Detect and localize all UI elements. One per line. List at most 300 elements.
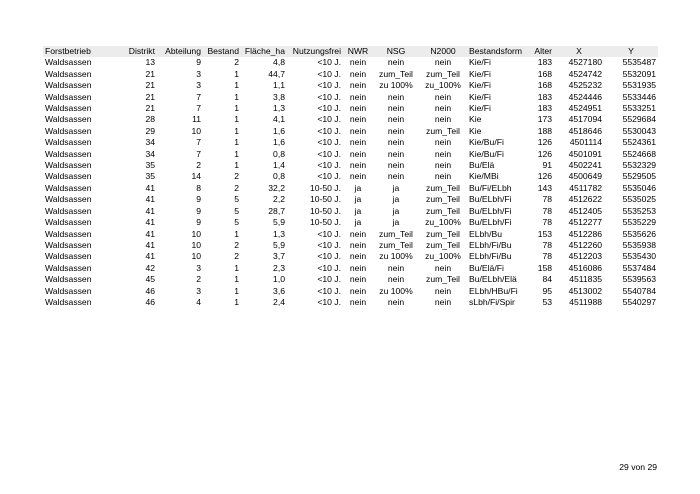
cell-bestandsform: Kie/Fi xyxy=(469,91,491,102)
cell-x: 4524742 xyxy=(568,68,603,79)
cell-y: 5529684 xyxy=(622,114,657,125)
cell-bestand: 2 xyxy=(234,182,239,193)
cell-nwr: nein xyxy=(349,285,367,296)
col-header-n2000: N2000 xyxy=(419,46,467,57)
cell-distrikt: 29 xyxy=(145,125,155,136)
cell-alter: 183 xyxy=(537,91,553,102)
cell-alter: 126 xyxy=(537,148,553,159)
cell-nsg: zu 100% xyxy=(379,285,413,296)
cell-nsg: nein xyxy=(387,57,405,68)
cell-y: 5533446 xyxy=(622,91,657,102)
cell-bestandsform: Kie/Fi xyxy=(469,103,491,114)
cell-nwr: nein xyxy=(349,251,367,262)
cell-x: 4524951 xyxy=(568,103,603,114)
cell-nutzungsfrei: <10 J. xyxy=(317,160,341,171)
cell-forstbetrieb: Waldsassen xyxy=(45,251,92,262)
cell-nutzungsfrei: <10 J. xyxy=(317,80,341,91)
cell-forstbetrieb: Waldsassen xyxy=(45,217,92,228)
cell-nsg: nein xyxy=(387,91,405,102)
cell-n2000: zum_Teil xyxy=(426,205,460,216)
cell-distrikt: 45 xyxy=(145,274,155,285)
cell-forstbetrieb: Waldsassen xyxy=(45,182,92,193)
cell-nwr: nein xyxy=(349,114,367,125)
cell-abteilung: 9 xyxy=(196,57,201,68)
cell-nwr: nein xyxy=(349,125,367,136)
cell-n2000: zum_Teil xyxy=(426,68,460,79)
cell-nsg: ja xyxy=(392,217,400,228)
cell-x: 4502241 xyxy=(568,160,603,171)
cell-alter: 78 xyxy=(542,217,553,228)
cell-bestandsform: Bu/Elä/Fi xyxy=(469,262,504,273)
cell-y: 5532329 xyxy=(622,160,657,171)
cell-bestand: 1 xyxy=(234,148,239,159)
cell-n2000: nein xyxy=(434,114,452,125)
cell-forstbetrieb: Waldsassen xyxy=(45,274,92,285)
cell-nutzungsfrei: <10 J. xyxy=(317,137,341,148)
cell-bestand: 1 xyxy=(234,80,239,91)
cell-flaeche: 4,1 xyxy=(273,114,285,125)
table-row xyxy=(43,160,658,171)
cell-abteilung: 9 xyxy=(196,217,201,228)
cell-x: 4511988 xyxy=(569,296,603,307)
cell-nutzungsfrei: <10 J. xyxy=(317,285,341,296)
cell-abteilung: 10 xyxy=(191,228,201,239)
cell-x: 4527180 xyxy=(568,57,603,68)
cell-nutzungsfrei: <10 J. xyxy=(317,114,341,125)
cell-y: 5535430 xyxy=(622,251,657,262)
cell-nsg: nein xyxy=(387,103,405,114)
cell-abteilung: 3 xyxy=(196,68,201,79)
cell-nsg: nein xyxy=(387,171,405,182)
cell-alter: 168 xyxy=(537,68,553,79)
cell-bestandsform: Bu/ELbh/Elä xyxy=(469,274,517,285)
col-header-forstbetrieb: Forstbetrieb xyxy=(43,46,123,57)
cell-nutzungsfrei: <10 J. xyxy=(317,171,341,182)
cell-abteilung: 10 xyxy=(191,251,201,262)
cell-nsg: nein xyxy=(387,114,405,125)
cell-bestand: 1 xyxy=(234,160,239,171)
cell-distrikt: 28 xyxy=(145,114,155,125)
cell-distrikt: 46 xyxy=(145,285,155,296)
cell-nutzungsfrei: <10 J. xyxy=(317,296,341,307)
cell-y: 5540297 xyxy=(622,296,657,307)
table-row xyxy=(43,240,658,251)
cell-flaeche: 44,7 xyxy=(268,68,285,79)
table-row xyxy=(43,114,658,125)
cell-nutzungsfrei: <10 J. xyxy=(317,91,341,102)
cell-flaeche: 1,6 xyxy=(273,125,285,136)
cell-distrikt: 35 xyxy=(145,160,155,171)
cell-y: 5535487 xyxy=(622,57,657,68)
cell-n2000: nein xyxy=(434,262,452,273)
cell-bestand: 2 xyxy=(234,171,239,182)
table-row xyxy=(43,229,658,240)
table-row xyxy=(43,69,658,80)
cell-y: 5535229 xyxy=(622,217,657,228)
cell-distrikt: 21 xyxy=(145,91,155,102)
cell-bestand: 1 xyxy=(234,262,239,273)
table-row xyxy=(43,183,658,194)
cell-forstbetrieb: Waldsassen xyxy=(45,262,92,273)
cell-alter: 153 xyxy=(537,228,553,239)
cell-n2000: zum_Teil xyxy=(426,182,460,193)
cell-bestand: 1 xyxy=(234,114,239,125)
table-row xyxy=(43,57,658,68)
cell-alter: 188 xyxy=(537,125,553,136)
cell-nsg: zum_Teil xyxy=(379,228,413,239)
cell-nwr: nein xyxy=(349,171,367,182)
cell-x: 4516086 xyxy=(568,262,603,273)
cell-nwr: nein xyxy=(349,262,367,273)
cell-n2000: nein xyxy=(434,103,452,114)
cell-alter: 78 xyxy=(542,194,553,205)
cell-bestand: 2 xyxy=(234,239,239,250)
cell-nutzungsfrei: <10 J. xyxy=(317,57,341,68)
cell-x: 4512405 xyxy=(568,205,603,216)
cell-forstbetrieb: Waldsassen xyxy=(45,239,92,250)
cell-forstbetrieb: Waldsassen xyxy=(45,103,92,114)
cell-distrikt: 41 xyxy=(145,182,155,193)
table-row xyxy=(43,103,658,114)
cell-x: 4512203 xyxy=(568,251,603,262)
cell-y: 5524668 xyxy=(622,148,657,159)
cell-abteilung: 8 xyxy=(196,182,201,193)
cell-nutzungsfrei: <10 J. xyxy=(317,274,341,285)
cell-flaeche: 3,6 xyxy=(273,285,285,296)
cell-nsg: ja xyxy=(392,205,400,216)
table-row xyxy=(43,171,658,182)
cell-distrikt: 41 xyxy=(145,239,155,250)
col-header-flaeche: Fläche_ha xyxy=(241,46,287,57)
forest-data-table xyxy=(43,46,658,308)
cell-nwr: nein xyxy=(349,239,367,250)
cell-bestand: 5 xyxy=(234,194,239,205)
table-row xyxy=(43,263,658,274)
cell-nsg: zu 100% xyxy=(379,251,413,262)
cell-forstbetrieb: Waldsassen xyxy=(45,171,92,182)
cell-distrikt: 42 xyxy=(145,262,155,273)
cell-nsg: nein xyxy=(387,262,405,273)
cell-n2000: nein xyxy=(434,296,452,307)
cell-alter: 78 xyxy=(542,205,553,216)
col-header-alter: Alter xyxy=(524,46,554,57)
cell-distrikt: 35 xyxy=(145,171,155,182)
cell-flaeche: 1,1 xyxy=(273,80,285,91)
cell-n2000: nein xyxy=(434,160,452,171)
cell-abteilung: 2 xyxy=(196,160,201,171)
cell-nwr: nein xyxy=(349,274,367,285)
cell-nsg: nein xyxy=(387,137,405,148)
cell-flaeche: 2,4 xyxy=(273,296,285,307)
cell-nutzungsfrei: <10 J. xyxy=(317,228,341,239)
cell-bestand: 5 xyxy=(234,205,239,216)
cell-x: 4525232 xyxy=(568,80,603,91)
cell-flaeche: 4,8 xyxy=(273,57,285,68)
page-number: 29 von 29 xyxy=(619,462,657,472)
cell-x: 4513002 xyxy=(568,285,603,296)
cell-y: 5529505 xyxy=(622,171,657,182)
cell-alter: 183 xyxy=(537,57,553,68)
cell-bestand: 5 xyxy=(234,217,239,228)
cell-forstbetrieb: Waldsassen xyxy=(45,285,92,296)
cell-abteilung: 9 xyxy=(196,194,201,205)
cell-nwr: nein xyxy=(349,148,367,159)
cell-distrikt: 13 xyxy=(145,57,155,68)
cell-alter: 53 xyxy=(542,296,553,307)
col-header-y: Y xyxy=(604,46,658,57)
cell-alter: 91 xyxy=(542,160,553,171)
cell-abteilung: 10 xyxy=(191,239,201,250)
cell-n2000: zu_100% xyxy=(425,251,461,262)
cell-x: 4512622 xyxy=(568,194,603,205)
cell-y: 5540784 xyxy=(622,285,657,296)
cell-nsg: ja xyxy=(392,182,400,193)
table-row xyxy=(43,126,658,137)
cell-bestand: 1 xyxy=(234,296,239,307)
cell-alter: 78 xyxy=(542,239,553,250)
table-row xyxy=(43,92,658,103)
cell-flaeche: 2,3 xyxy=(273,262,285,273)
cell-x: 4524446 xyxy=(568,91,603,102)
cell-nsg: nein xyxy=(387,148,405,159)
cell-bestandsform: Kie xyxy=(469,114,482,125)
cell-alter: 168 xyxy=(537,80,553,91)
cell-nutzungsfrei: <10 J. xyxy=(317,103,341,114)
col-header-distrikt: Distrikt xyxy=(123,46,157,57)
cell-bestandsform: Kie/Fi xyxy=(469,57,491,68)
cell-x: 4501114 xyxy=(569,137,603,148)
cell-flaeche: 2,2 xyxy=(273,194,285,205)
cell-bestand: 1 xyxy=(234,228,239,239)
cell-forstbetrieb: Waldsassen xyxy=(45,114,92,125)
cell-nutzungsfrei: <10 J. xyxy=(317,148,341,159)
col-header-x: X xyxy=(554,46,604,57)
cell-nutzungsfrei: 10-50 J. xyxy=(309,217,341,228)
cell-nwr: nein xyxy=(349,137,367,148)
cell-nsg: zum_Teil xyxy=(379,68,413,79)
cell-alter: 158 xyxy=(537,262,553,273)
table-header-row xyxy=(43,46,658,57)
cell-x: 4517094 xyxy=(568,114,603,125)
cell-abteilung: 2 xyxy=(196,274,201,285)
cell-alter: 143 xyxy=(537,182,553,193)
cell-abteilung: 3 xyxy=(196,285,201,296)
table-row xyxy=(43,149,658,160)
cell-nwr: ja xyxy=(354,217,362,228)
cell-y: 5530043 xyxy=(622,125,657,136)
cell-x: 4511782 xyxy=(569,182,603,193)
cell-nutzungsfrei: <10 J. xyxy=(317,262,341,273)
cell-distrikt: 21 xyxy=(145,103,155,114)
cell-y: 5532091 xyxy=(622,68,657,79)
cell-distrikt: 46 xyxy=(145,296,155,307)
cell-x: 4511835 xyxy=(569,274,603,285)
cell-nwr: nein xyxy=(349,68,367,79)
cell-abteilung: 14 xyxy=(191,171,201,182)
cell-flaeche: 1,3 xyxy=(273,103,285,114)
cell-bestandsform: ELbh/Fi/Bu xyxy=(469,251,512,262)
cell-distrikt: 34 xyxy=(145,148,155,159)
cell-alter: 126 xyxy=(537,171,553,182)
cell-abteilung: 9 xyxy=(196,205,201,216)
cell-flaeche: 1,3 xyxy=(273,228,285,239)
cell-x: 4500649 xyxy=(568,171,603,182)
cell-nwr: ja xyxy=(354,194,362,205)
cell-y: 5539563 xyxy=(622,274,657,285)
cell-y: 5531935 xyxy=(622,80,657,91)
cell-y: 5524361 xyxy=(622,137,657,148)
cell-nsg: ja xyxy=(392,194,400,205)
cell-flaeche: 0,8 xyxy=(273,148,285,159)
cell-nwr: nein xyxy=(349,296,367,307)
cell-bestand: 2 xyxy=(234,57,239,68)
cell-y: 5535938 xyxy=(622,239,657,250)
cell-y: 5535025 xyxy=(622,194,657,205)
cell-nutzungsfrei: 10-50 J. xyxy=(309,182,341,193)
table-row xyxy=(43,286,658,297)
table-row xyxy=(43,251,658,262)
cell-distrikt: 21 xyxy=(145,68,155,79)
cell-nwr: nein xyxy=(349,80,367,91)
cell-n2000: nein xyxy=(434,137,452,148)
cell-distrikt: 41 xyxy=(145,217,155,228)
cell-y: 5535253 xyxy=(622,205,657,216)
cell-flaeche: 5,9 xyxy=(273,217,285,228)
cell-nwr: nein xyxy=(349,228,367,239)
col-header-bestandsform: Bestandsform xyxy=(469,46,523,56)
cell-distrikt: 34 xyxy=(145,137,155,148)
cell-nwr: nein xyxy=(349,91,367,102)
cell-forstbetrieb: Waldsassen xyxy=(45,57,92,68)
col-header-bestand: Bestand xyxy=(203,46,241,57)
cell-abteilung: 3 xyxy=(196,262,201,273)
cell-abteilung: 7 xyxy=(196,91,201,102)
cell-n2000: zum_Teil xyxy=(426,228,460,239)
table-row xyxy=(43,137,658,148)
cell-bestandsform: Bu/Fi/ELbh xyxy=(469,182,512,193)
cell-forstbetrieb: Waldsassen xyxy=(45,137,92,148)
table-row xyxy=(43,206,658,217)
cell-forstbetrieb: Waldsassen xyxy=(45,228,92,239)
cell-bestand: 1 xyxy=(234,274,239,285)
cell-alter: 126 xyxy=(537,137,553,148)
table-row xyxy=(43,194,658,205)
cell-forstbetrieb: Waldsassen xyxy=(45,194,92,205)
cell-alter: 84 xyxy=(542,274,553,285)
cell-nsg: nein xyxy=(387,125,405,136)
cell-nwr: nein xyxy=(349,57,367,68)
cell-bestandsform: Kie/Fi xyxy=(469,68,491,79)
cell-bestandsform: Kie/Fi xyxy=(469,80,491,91)
cell-n2000: nein xyxy=(434,148,452,159)
cell-n2000: nein xyxy=(434,171,452,182)
cell-n2000: zu_100% xyxy=(425,217,461,228)
cell-n2000: zum_Teil xyxy=(426,239,460,250)
cell-nutzungsfrei: <10 J. xyxy=(317,125,341,136)
cell-flaeche: 0,8 xyxy=(273,171,285,182)
cell-distrikt: 21 xyxy=(145,80,155,91)
cell-bestandsform: ELbh/Fi/Bu xyxy=(469,239,512,250)
cell-x: 4512260 xyxy=(568,239,603,250)
cell-bestandsform: Bu/ELbh/Fi xyxy=(469,217,512,228)
cell-n2000: nein xyxy=(434,91,452,102)
cell-flaeche: 3,7 xyxy=(273,251,285,262)
cell-nutzungsfrei: 10-50 J. xyxy=(309,194,341,205)
cell-abteilung: 7 xyxy=(196,148,201,159)
table-body xyxy=(43,57,658,308)
cell-bestandsform: Bu/ELbh/Fi xyxy=(469,205,512,216)
cell-alter: 78 xyxy=(542,251,553,262)
cell-nsg: nein xyxy=(387,160,405,171)
cell-bestand: 1 xyxy=(234,285,239,296)
cell-bestandsform: sLbh/Fi/Spir xyxy=(469,296,515,307)
cell-bestand: 1 xyxy=(234,125,239,136)
cell-n2000: zum_Teil xyxy=(426,194,460,205)
cell-x: 4512277 xyxy=(568,217,603,228)
cell-forstbetrieb: Waldsassen xyxy=(45,68,92,79)
cell-bestand: 1 xyxy=(234,68,239,79)
cell-y: 5535626 xyxy=(622,228,657,239)
cell-flaeche: 1,0 xyxy=(273,274,285,285)
cell-x: 4518646 xyxy=(568,125,603,136)
cell-bestand: 1 xyxy=(234,103,239,114)
cell-x: 4512286 xyxy=(568,228,603,239)
cell-distrikt: 41 xyxy=(145,205,155,216)
cell-forstbetrieb: Waldsassen xyxy=(45,80,92,91)
cell-flaeche: 28,7 xyxy=(268,205,285,216)
cell-nwr: ja xyxy=(354,182,362,193)
cell-abteilung: 11 xyxy=(192,114,201,125)
col-header-abteilung: Abteilung xyxy=(157,46,203,57)
cell-abteilung: 3 xyxy=(196,80,201,91)
cell-nsg: nein xyxy=(387,296,405,307)
table-row xyxy=(43,217,658,228)
cell-flaeche: 5,9 xyxy=(273,239,285,250)
cell-forstbetrieb: Waldsassen xyxy=(45,160,92,171)
cell-forstbetrieb: Waldsassen xyxy=(45,91,92,102)
cell-bestandsform: Bu/Elä xyxy=(469,160,495,171)
cell-abteilung: 7 xyxy=(196,103,201,114)
cell-flaeche: 1,4 xyxy=(273,160,285,171)
cell-abteilung: 7 xyxy=(196,137,201,148)
cell-bestandsform: Bu/ELbh/Fi xyxy=(469,194,512,205)
cell-n2000: nein xyxy=(434,57,452,68)
col-header-nutzungsfrei: Nutzungsfrei xyxy=(287,46,343,57)
cell-forstbetrieb: Waldsassen xyxy=(45,205,92,216)
cell-flaeche: 1,6 xyxy=(273,137,285,148)
cell-nutzungsfrei: <10 J. xyxy=(317,239,341,250)
cell-n2000: nein xyxy=(434,285,452,296)
table-row xyxy=(43,274,658,285)
cell-bestand: 1 xyxy=(234,91,239,102)
cell-n2000: zum_Teil xyxy=(426,125,460,136)
table-row xyxy=(43,80,658,91)
cell-bestandsform: ELbh/HBu/Fi xyxy=(469,285,518,296)
cell-bestandsform: Kie/Bu/Fi xyxy=(469,137,504,148)
cell-bestandsform: Kie xyxy=(469,125,482,136)
cell-forstbetrieb: Waldsassen xyxy=(45,296,92,307)
cell-nwr: nein xyxy=(349,160,367,171)
cell-bestandsform: ELbh/Bu xyxy=(469,228,502,239)
cell-flaeche: 32,2 xyxy=(268,182,285,193)
cell-bestand: 1 xyxy=(234,137,239,148)
cell-distrikt: 41 xyxy=(145,228,155,239)
cell-n2000: zu_100% xyxy=(425,80,461,91)
cell-forstbetrieb: Waldsassen xyxy=(45,125,92,136)
cell-alter: 95 xyxy=(542,285,553,296)
cell-x: 4501091 xyxy=(568,148,603,159)
cell-distrikt: 41 xyxy=(145,194,155,205)
